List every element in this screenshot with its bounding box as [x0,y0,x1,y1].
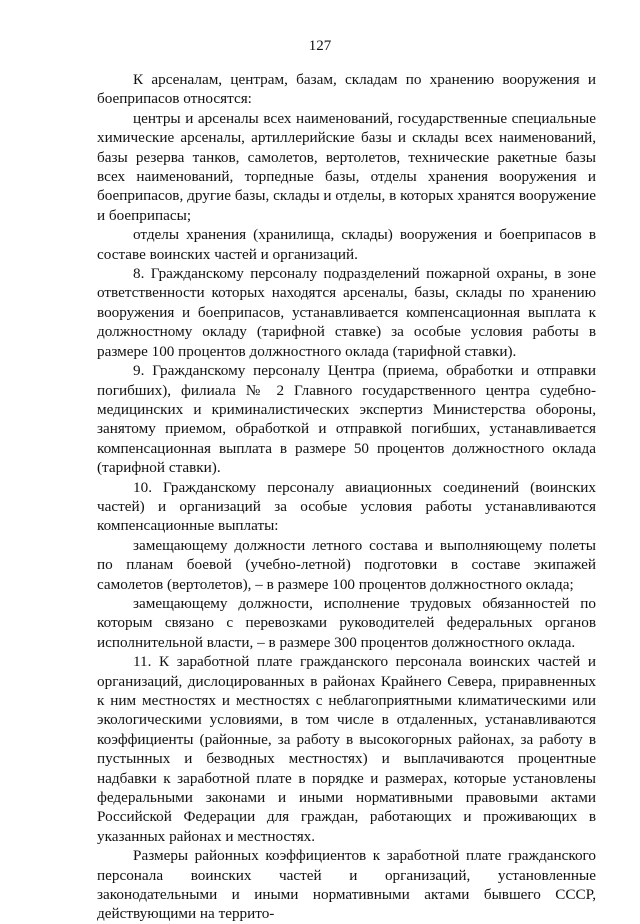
paragraph-transport-officials: замещающему должности, исполнение трудовых обязанностей по которым связано с перевозками руководителей федеральных органов исполнительной власти, – в размере 300 процентов должностного оклада. [97,594,596,651]
paragraph-arsenals-list: центры и арсеналы всех наименований, государственные специальные химические арсеналы, артиллерийские базы и склады всех наименований, базы резерва танков, самолетов, вертолетов, технические ракетные базы всех наименований, торпедные базы, отделы хранения вооружения и боеприпасов, другие базы, склады и отделы, в которых хранятся вооружение и боеприпасы; [97,109,596,224]
paragraph-item-10: 10. Гражданскому персоналу авиационных соединений (воинских частей) и организаций за особые условия работы устанавливаются компенсационные выплаты: [97,478,596,535]
paragraph-flight-crew: замещающему должности летного состава и выполняющему полеты по планам боевой (учебно-летной) подготовки в составе экипажей самолетов (вертолетов), – в размере 100 процентов должностного оклада; [97,536,596,593]
paragraph-arsenals-intro: К арсеналам, центрам, базам, складам по хранению вооружения и боеприпасов относятся: [97,71,596,108]
document-body [97,70,596,924]
paragraph-item-11: 11. К заработной плате гражданского персонала воинских частей и организаций, дислоцированных в районах Крайнего Севера, приравненных к ним местностях и местностях с неблагоприятными климатическими или экологическими условиями, в том числе в отдаленных, устанавливаются коэффициенты (районные, за работу в высокогорных районах, за работу в пустынных и безводных местностях) и выплачиваются процентные надбавки к заработной плате в порядке и размерах, которые установлены федеральными законами и иными нормативными правовыми актами Российской Федерации для граждан, работающих и проживающих в указанных районах и местностях. [97,653,596,845]
paragraph-item-9: 9. Гражданскому персоналу Центра (приема, обработки и отправки погибших), филиала № 2 Главного государственного центра судебно-медицинских и криминалистических экспертиз Министерства обороны, занятому приемом, обработкой и отправкой погибших, устанавливается компенсационная выплата в размере 50 процентов должностного оклада (тарифной ставки). [97,362,596,477]
paragraph-item-8: 8. Гражданскому персоналу подразделений пожарной охраны, в зоне ответственности которых находятся арсеналы, базы, склады по хранению вооружения и боеприпасов, устанавливается компенсационная выплата к должностному окладу (тарифной ставке) за особые условия работы в размере 100 процентов должностного оклада (тарифной ставки). [97,265,596,360]
page-number: 127 [308,38,332,54]
paragraph-regional-coefficients: Размеры районных коэффициентов к заработной плате гражданского персонала воинских частей и организаций, установленные законодательными и иными нормативными актами бывшего СССР, действующими на террито- [97,847,596,923]
paragraph-storage-departments: отделы хранения (хранилища, склады) вооружения и боеприпасов в составе воинских частей и организаций. [97,226,596,263]
